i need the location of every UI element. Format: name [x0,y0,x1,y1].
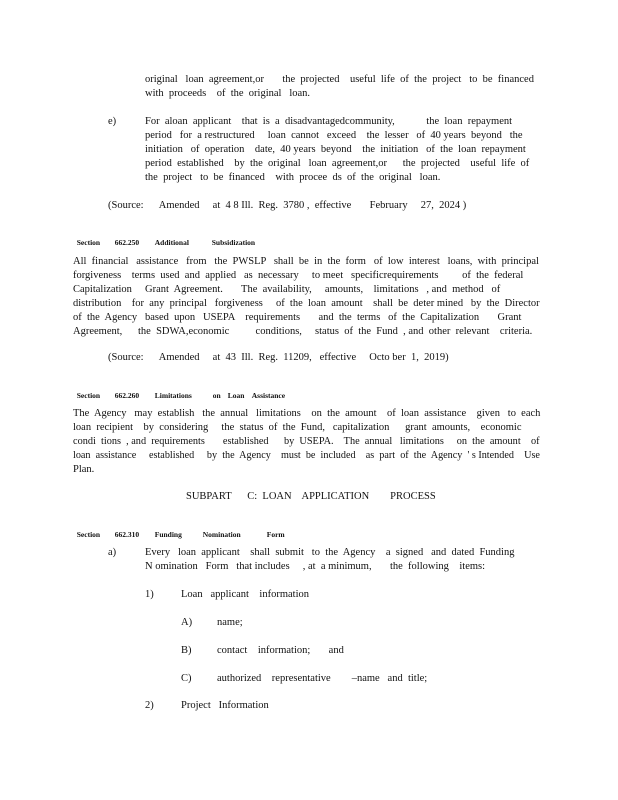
item-C-text: authorized representative –name and title; [217,673,428,684]
section-heading [73,521,285,539]
paragraph-line: forgiveness terms used and applied as necessary to meet specificrequirements of the federal [73,270,524,281]
item-2-label: 2) [145,700,154,711]
section-number: 662.260 [114,391,140,400]
paragraph-line: Capitalization Grant Agreement. The availability, amounts, limitations , and method of [73,284,501,295]
item-e-label: e) [108,116,117,127]
continuation-line: with proceeds of the original loan. [145,88,311,99]
item-a-label: a) [108,547,117,558]
section-word: Section [76,238,101,247]
item-e-text: For aloan applicant that is a disadvantagedcommunity, the loan repayment [145,116,513,127]
item-B-text: contact information; and [217,645,344,656]
item-B-label: B) [181,645,192,656]
section-title-word: Limitations [154,391,192,400]
source-note: (Source: Amended at 4 8 Ill. Reg. 3780 , effective February 27, 2024 ) [108,200,467,211]
subpart-heading: SUBPART C: LOAN APPLICATION PROCESS [186,491,436,502]
paragraph-line: loan assistance established by the Agency must be included as part of the Agency ' s Intended Use [73,450,540,461]
paragraph-line: Plan. [73,464,95,475]
section-number: 662.250 [114,238,140,247]
section-title-word: Additional [154,238,189,247]
paragraph-line: Agreement, the SDWA,economic conditions, status of the Fund , and other relevant criteria. [73,326,533,337]
paragraph-line: loan recipient by considering the status of the Fund, capitalization grant amounts, economic [73,422,522,433]
section-word: Section [76,530,101,539]
item-2-text: Project Information [181,700,269,711]
section-title-word: on [212,391,221,400]
item-A-text: name; [217,617,243,628]
section-title-word: Assistance [251,391,286,400]
section-title-word: Subsidization [211,238,256,247]
section-title-word: Form [266,530,285,539]
section-word: Section [76,391,101,400]
item-A-label: A) [181,617,193,628]
item-e-text: period established by the original loan agreement,or the projected useful life of [145,158,530,169]
paragraph-line: distribution for any principal forgiveness of the loan amount shall be deter mined by the Director [73,298,540,309]
source-note: (Source: Amended at 43 Ill. Reg. 11209, effective Octo ber 1, 2019) [108,352,449,363]
paragraph-line: condi tions , and requirements established by USEPA. The annual limitations on the amount of [73,436,540,447]
item-1-text: Loan applicant information [181,589,310,600]
item-a-text: N omination Form that includes , at a minimum, the following items: [145,561,486,572]
item-e-text: initiation of operation date, 40 years beyond the initiation of the loan repayment [145,144,526,155]
section-title-word: Funding [154,530,182,539]
paragraph-line: of the Agency based upon USEPA requirements and the terms of the Capitalization Grant [73,312,522,323]
section-heading [73,382,285,400]
item-1-label: 1) [145,589,154,600]
item-C-label: C) [181,673,192,684]
item-e-text: the project to be financed with procee ds of the original loan. [145,172,441,183]
item-a-text: Every loan applicant shall submit to the Agency a signed and dated Funding [145,547,515,558]
section-title-word: Nomination [202,530,241,539]
section-heading [73,229,255,247]
continuation-line: original loan agreement,or the projected useful life of the project to be financed [145,74,534,85]
section-number: 662.310 [114,530,140,539]
item-e-text: period for a restructured loan cannot exceed the lesser of 40 years beyond the [145,130,523,141]
paragraph-line: All financial assistance from the PWSLP shall be in the form of low interest loans, with principal [73,256,539,267]
paragraph-line: The Agency may establish the annual limitations on the amount of loan assistance given to each [73,408,541,419]
section-title-word: Loan [227,391,245,400]
